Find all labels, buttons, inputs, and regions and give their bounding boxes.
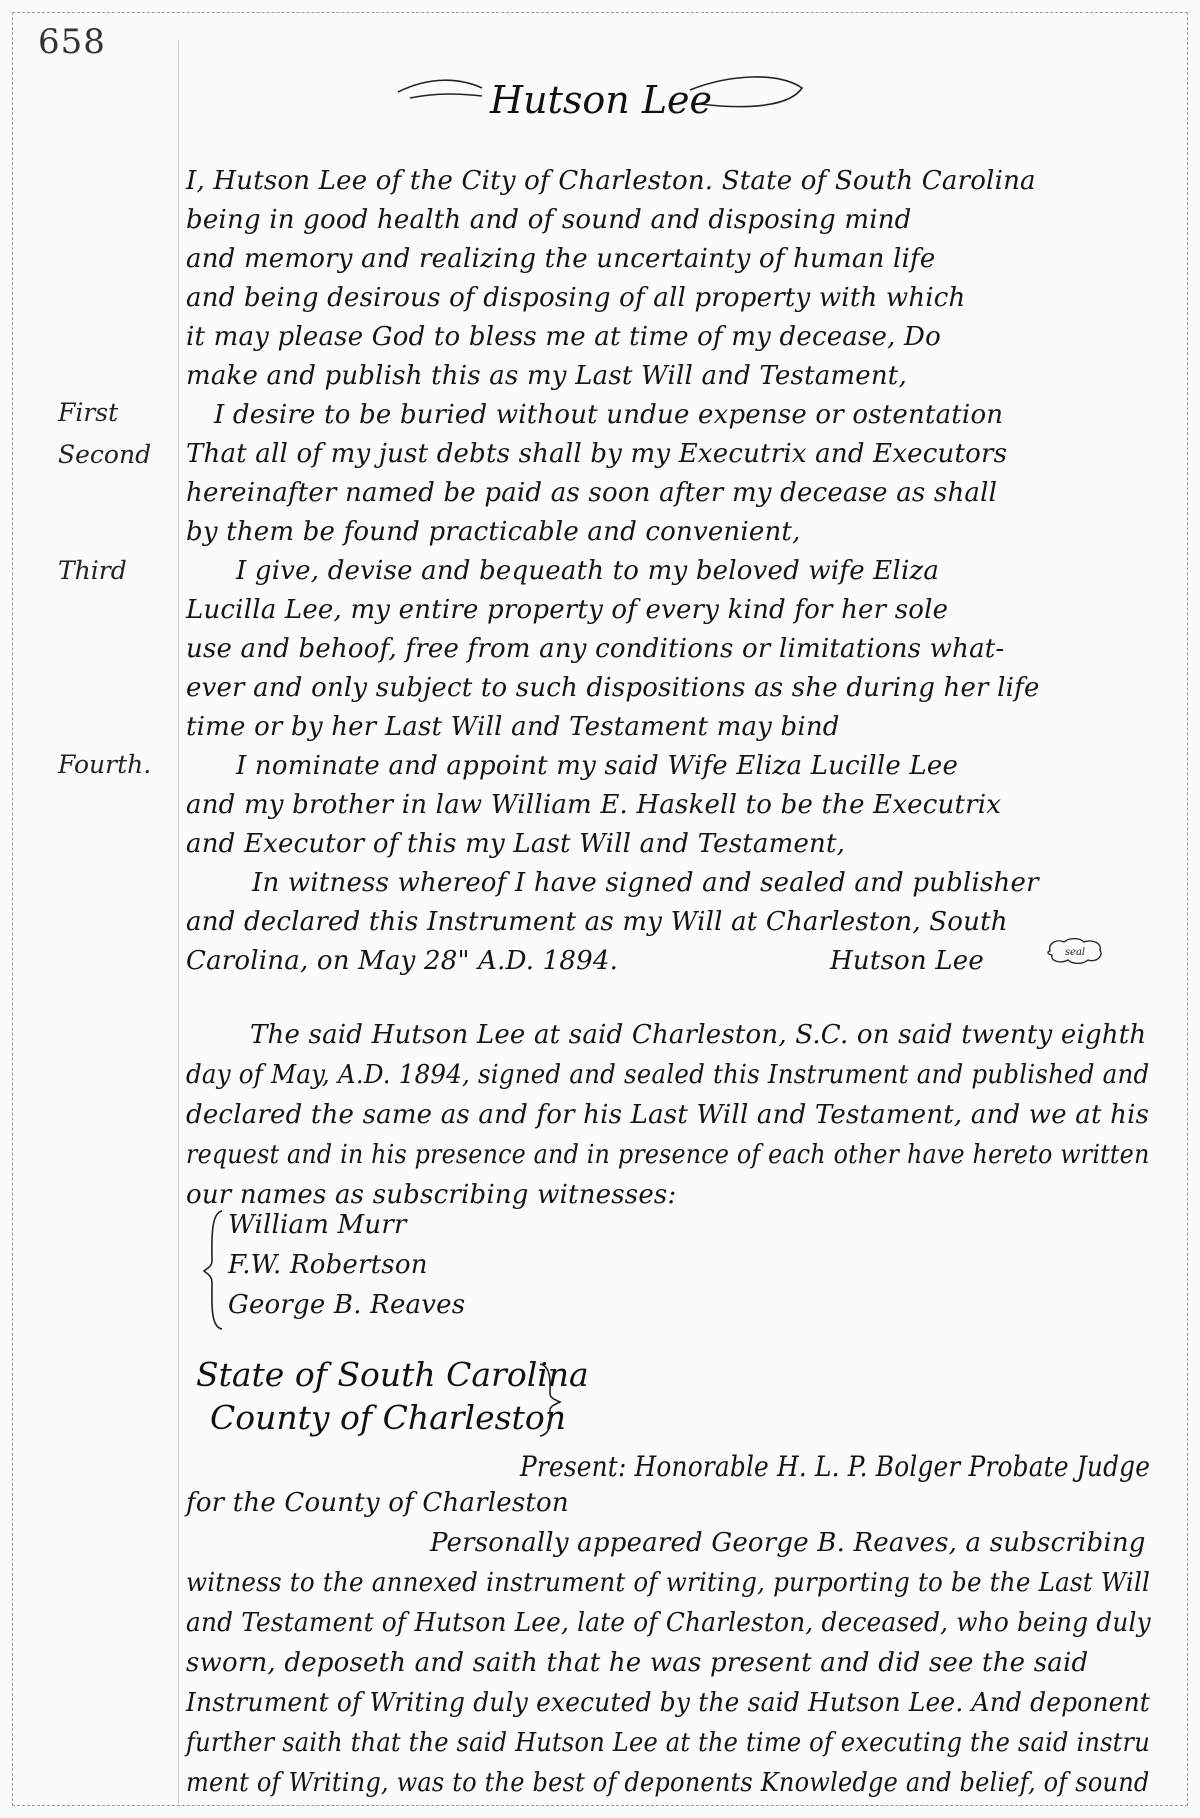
- probate-line: further saith that the said Hutson Lee at the time of executing the said instru: [186, 1728, 1150, 1758]
- witness-name: F.W. Robertson: [228, 1250, 428, 1280]
- will-line: by them be found practicable and convenient,: [186, 517, 801, 547]
- probate-line: for the County of Charleston: [186, 1488, 569, 1518]
- will-line: being in good health and of sound and disposing mind: [186, 205, 912, 235]
- will-line: In witness whereof I have signed and sealed and publisher: [252, 868, 1039, 898]
- probate-line: ment of Writing, was to the best of deponents Knowledge and belief, of sound: [186, 1768, 1150, 1798]
- will-line: That all of my just debts shall by my Executrix and Executors: [186, 439, 1008, 469]
- jurisdiction-county: County of Charleston: [210, 1398, 566, 1437]
- attestation-line: request and in his presence and in presence of each other have hereto written: [186, 1140, 1150, 1170]
- witness-brace: [200, 1205, 230, 1335]
- will-line: and being desirous of disposing of all property with which: [186, 283, 966, 313]
- attestation-line: our names as subscribing witnesses:: [186, 1180, 677, 1210]
- will-line: hereinafter named be paid as soon after my decease as shall: [186, 478, 998, 508]
- will-line: ever and only subject to such dispositions as she during her life: [186, 673, 1040, 703]
- will-line: time or by her Last Will and Testament may bind: [186, 712, 840, 742]
- witness-name: William Murr: [228, 1210, 407, 1240]
- will-line: make and publish this as my Last Will and Testament,: [186, 361, 907, 391]
- document-title: Hutson Lee: [490, 78, 713, 122]
- jurisdiction-state: State of South Carolina: [196, 1355, 589, 1394]
- will-line: Lucilla Lee, my entire property of every kind for her sole: [186, 595, 949, 625]
- attestation-line: The said Hutson Lee at said Charleston, S.C. on said twenty eighth: [250, 1020, 1147, 1050]
- probate-line: sworn, deposeth and saith that he was present and did see the said: [186, 1648, 1089, 1678]
- will-line: and declared this Instrument as my Will at Charleston, South: [186, 907, 1008, 937]
- jurisdiction-brace: [536, 1360, 564, 1440]
- will-line: I give, devise and bequeath to my beloved wife Eliza: [236, 556, 940, 586]
- attestation-line: declared the same as and for his Last Will and Testament, and we at his: [186, 1100, 1150, 1130]
- will-line: I nominate and appoint my said Wife Eliza Lucille Lee: [236, 751, 959, 781]
- will-line: use and behoof, free from any conditions or limitations what-: [186, 634, 1005, 664]
- seal-icon: [1044, 936, 1106, 966]
- will-line: it may please God to bless me at time of my decease, Do: [186, 322, 941, 352]
- margin-label-second: Second: [58, 440, 152, 469]
- margin-rule: [178, 40, 179, 1804]
- margin-label-third: Third: [58, 556, 127, 585]
- probate-line: Present: Honorable H. L. P. Bolger Probate Judge: [520, 1450, 1151, 1483]
- will-line: and memory and realizing the uncertainty of human life: [186, 244, 936, 274]
- svg-text:seal: seal: [1064, 947, 1086, 958]
- will-line: I desire to be buried without undue expense or ostentation: [214, 400, 1004, 430]
- will-line: and Executor of this my Last Will and Testament,: [186, 829, 846, 859]
- attestation-line: day of May, A.D. 1894, signed and sealed this Instrument and published and: [186, 1060, 1150, 1090]
- probate-line: Instrument of Writing duly executed by the said Hutson Lee. And deponent: [186, 1688, 1151, 1718]
- will-line: I, Hutson Lee of the City of Charleston. State of South Carolina: [186, 166, 1036, 196]
- title-block: [390, 70, 810, 130]
- witness-name: George B. Reaves: [228, 1290, 466, 1320]
- probate-line: Personally appeared George B. Reaves, a subscribing: [430, 1528, 1146, 1558]
- margin-label-fourth: Fourth.: [58, 750, 152, 779]
- testator-signature: Hutson Lee: [830, 946, 984, 976]
- probate-line: and Testament of Hutson Lee, late of Charleston, deceased, who being duly: [186, 1608, 1151, 1638]
- probate-line: witness to the annexed instrument of writing, purporting to be the Last Will: [186, 1568, 1151, 1598]
- margin-label-first: First: [58, 398, 119, 427]
- will-line: and my brother in law William E. Haskell to be the Executrix: [186, 790, 1002, 820]
- page-number: 658: [38, 22, 106, 62]
- will-line: Carolina, on May 28" A.D. 1894.: [186, 946, 619, 976]
